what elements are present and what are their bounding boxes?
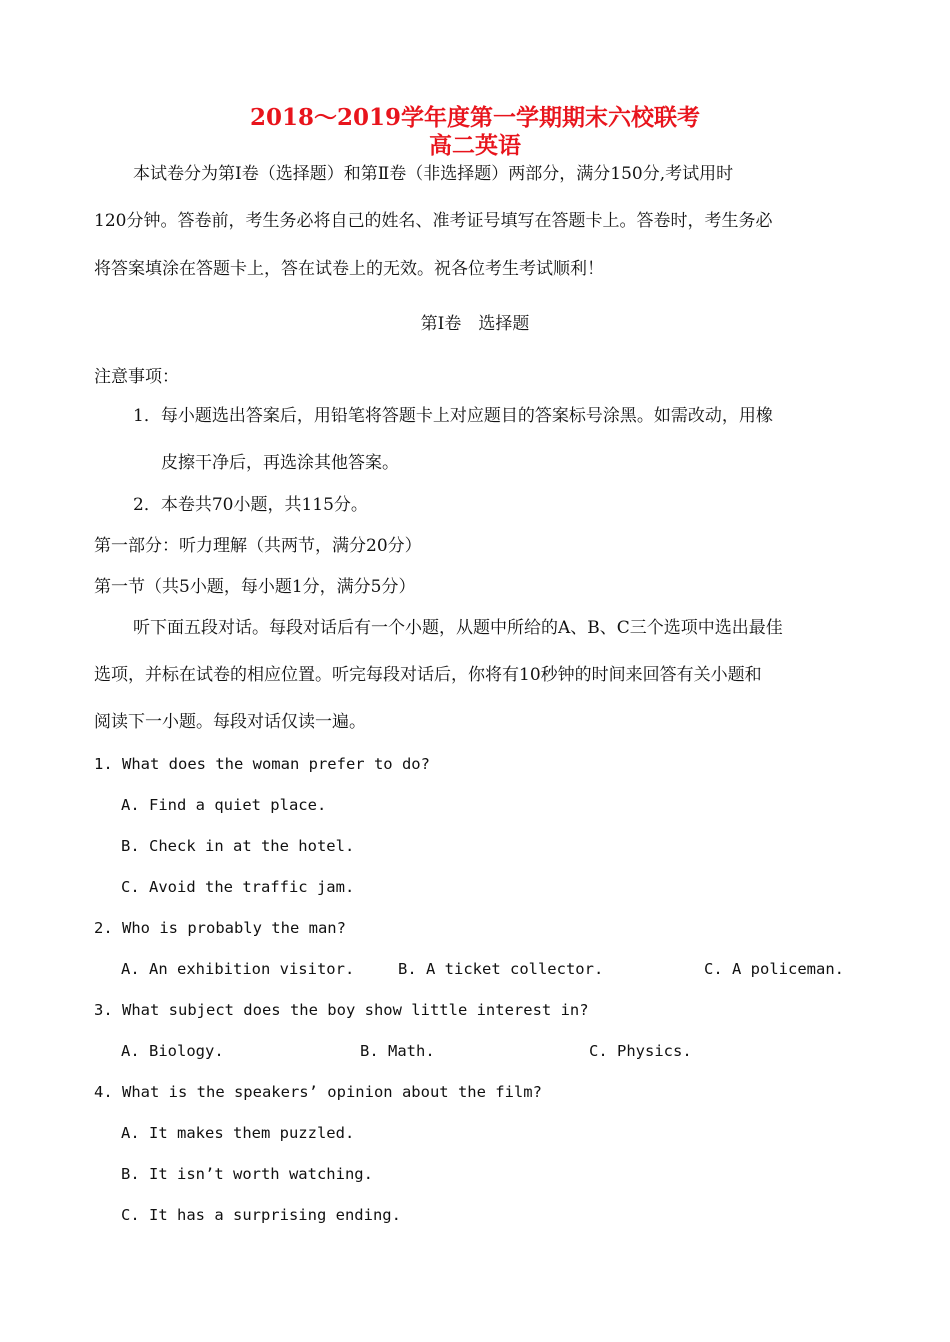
exam-title: 2018～2019学年度第一学期期末六校联考 — [249, 104, 701, 131]
question-4-option-a: A. It makes them puzzled. — [121, 1124, 355, 1142]
question-3-stem: 3. What subject does the boy show little interest in? — [94, 1001, 589, 1019]
section-heading: 第Ⅰ卷 选择题 — [420, 314, 530, 334]
section1-heading: 第一节（共5小题，每小题1分，满分5分） — [94, 577, 416, 597]
question-4-option-c: C. It has a surprising ending. — [121, 1206, 401, 1224]
question-2-option-b: B. A ticket collector. — [398, 960, 604, 978]
intro-line-2: 120分钟。答卷前，考生务必将自己的姓名、准考证号填写在答题卡上。答卷时，考生务必 — [94, 211, 773, 231]
question-2-stem: 2. Who is probably the man? — [94, 919, 346, 937]
intro-line-1: 本试卷分为第Ⅰ卷（选择题）和第Ⅱ卷（非选择题）两部分，满分150分,考试用时 — [133, 164, 734, 184]
question-4-stem: 4. What is the speakers’ opinion about the film? — [94, 1083, 542, 1101]
notes-item-1-line-2: 皮擦干净后，再选涂其他答案。 — [161, 453, 399, 473]
part1-heading: 第一部分：听力理解（共两节，满分20分） — [94, 536, 422, 556]
question-3-option-c: C. Physics. — [589, 1042, 692, 1060]
question-1-stem: 1. What does the woman prefer to do? — [94, 755, 430, 773]
question-4-option-b: B. It isn’t worth watching. — [121, 1165, 373, 1183]
exam-subtitle: 高二英语 — [429, 132, 521, 159]
intro-line-3: 将答案填涂在答题卡上，答在试卷上的无效。祝各位考生考试顺利！ — [94, 259, 604, 279]
instructions-line-1: 听下面五段对话。每段对话后有一个小题，从题中所给的A、B、C三个选项中选出最佳 — [133, 618, 783, 638]
question-3-option-b: B. Math. — [360, 1042, 435, 1060]
question-3-option-a: A. Biology. — [121, 1042, 224, 1060]
instructions-line-2: 选项，并标在试卷的相应位置。听完每段对话后，你将有10秒钟的时间来回答有关小题和 — [94, 665, 762, 685]
notes-label: 注意事项： — [94, 367, 179, 387]
question-2-option-c: C. A policeman. — [704, 960, 844, 978]
instructions-line-3: 阅读下一小题。每段对话仅读一遍。 — [94, 712, 366, 732]
question-1-option-a: A. Find a quiet place. — [121, 796, 327, 814]
question-2-option-a: A. An exhibition visitor. — [121, 960, 355, 978]
question-1-option-b: B. Check in at the hotel. — [121, 837, 355, 855]
question-1-option-c: C. Avoid the traffic jam. — [121, 878, 355, 896]
notes-item-1-line-1: 1．每小题选出答案后，用铅笔将答题卡上对应题目的答案标号涂黑。如需改动，用橡 — [133, 406, 773, 426]
notes-item-2: 2．本卷共70小题，共115分。 — [133, 495, 368, 515]
